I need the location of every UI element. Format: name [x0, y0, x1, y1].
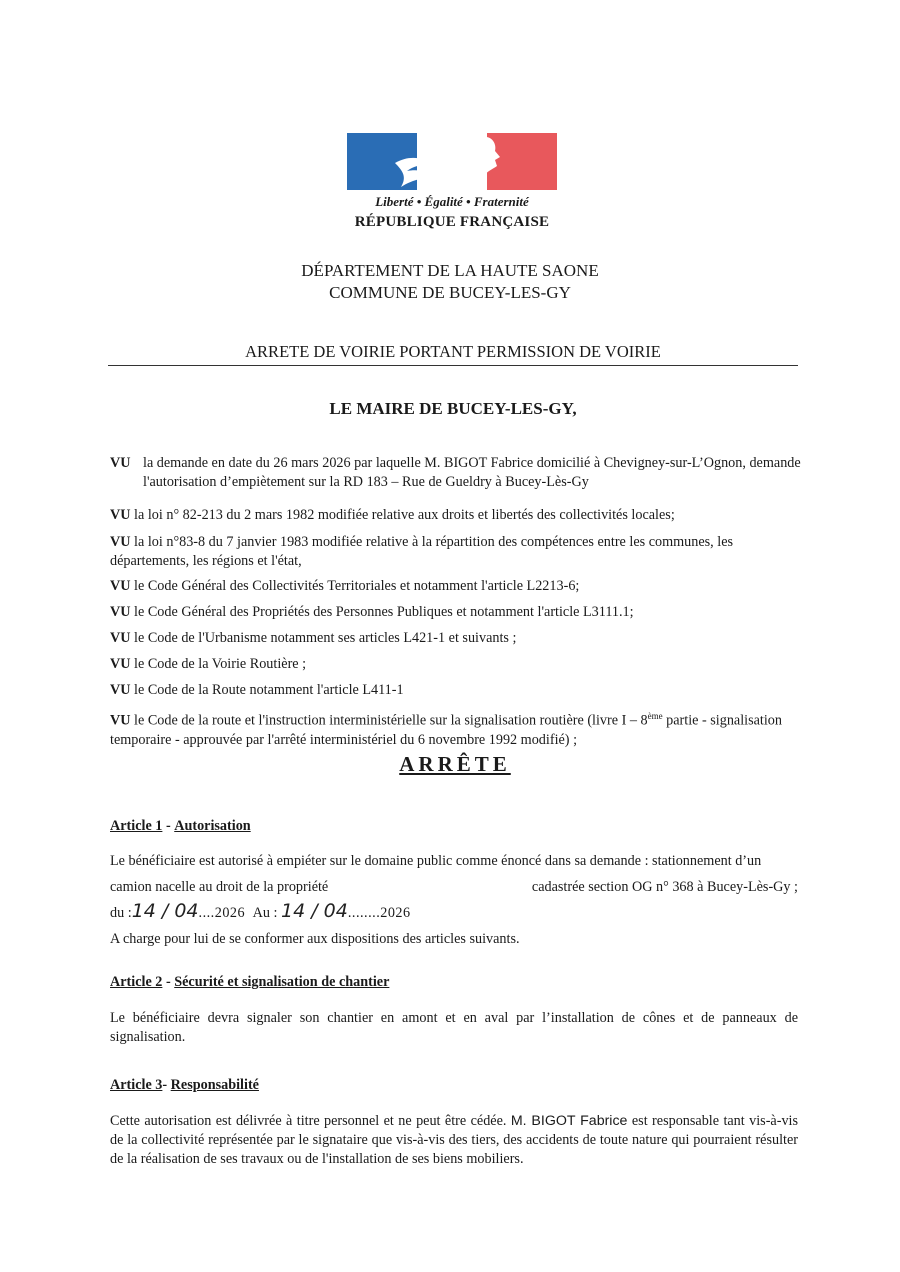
- article-number: Article 1: [110, 818, 163, 834]
- beneficiary-name: M. BIGOT Fabrice: [510, 1113, 628, 1129]
- arrete-heading: ARRÊTE: [399, 752, 511, 776]
- property-text: camion nacelle au droit de la propriété: [110, 879, 329, 895]
- considerant-text: le Code Général des Propriétés des Personnes Publiques et notamment l'article L3111.1;: [134, 604, 634, 620]
- mayor-heading: LE MAIRE DE BUCEY-LES-GY,: [329, 399, 577, 418]
- vu-keyword: VU: [110, 656, 131, 672]
- article-title: Autorisation: [174, 818, 251, 834]
- vu-keyword: VU: [110, 455, 131, 471]
- considerant-text: le Code de la Voirie Routière ;: [134, 656, 307, 672]
- article-1-heading: [110, 818, 251, 835]
- vu-keyword: VU: [110, 534, 131, 550]
- article-number: Article 3: [110, 1077, 163, 1093]
- article-1-line-1: Le bénéficiaire est autorisé à empiéter sur le domaine public comme énoncé dans sa demande : stationnement d’un: [110, 853, 762, 869]
- cadastral-text: cadastrée section OG n° 368 à Bucey-Lès-Gy ;: [531, 879, 798, 895]
- handwritten-end-date: 14 / 04: [281, 900, 348, 922]
- du-label: du :: [110, 905, 132, 921]
- considerant-2: [110, 506, 798, 525]
- article-title: Responsabilité: [170, 1077, 259, 1093]
- republic-motto: Liberté • Égalité • Fraternité: [375, 194, 529, 209]
- responsibility-text: est responsable tant vis-à-vis de la collectivité représentée par le signataire que vis-à-vis des tiers, des accidents de toute nature qui pourraient résulter de la réalisation de ses travaux ou de l'installation de ses biens mobiliers.: [110, 1113, 798, 1167]
- republic-name: RÉPUBLIQUE FRANÇAISE: [354, 214, 550, 230]
- considerant-text: le Code Général des Collectivités Territoriales et notamment l'article L2213-6;: [134, 578, 580, 594]
- considerant-7: [110, 655, 798, 674]
- article-1-line-2: [110, 878, 798, 897]
- article-1-dates: [110, 902, 798, 923]
- considerant-8: [110, 681, 798, 700]
- considerant-text: la loi n° 82-213 du 2 mars 1982 modifiée relative aux droits et libertés des collectivités locales;: [134, 507, 675, 523]
- article-separator: -: [162, 1077, 171, 1093]
- article-separator: -: [162, 974, 175, 990]
- article-3-text: [110, 1112, 798, 1169]
- end-year: ........2026: [347, 905, 411, 921]
- considerant-3: [110, 533, 798, 571]
- article-3-heading: [110, 1077, 259, 1094]
- article-1-line-4: A charge pour lui de se conformer aux dispositions des articles suivants.: [110, 931, 520, 947]
- commune-name: COMMUNE DE BUCEY-LES-GY: [329, 283, 571, 302]
- vu-keyword: VU: [110, 578, 131, 594]
- responsibility-text: Cette autorisation est délivrée à titre personnel et ne peut être cédée.: [110, 1113, 511, 1129]
- considerant-1: [110, 454, 831, 492]
- considerant-4: [110, 577, 798, 596]
- considerant-6: [110, 629, 798, 648]
- considerant-5: [110, 603, 798, 622]
- article-separator: -: [162, 818, 175, 834]
- au-label: Au :: [252, 905, 278, 921]
- vu-keyword: VU: [110, 507, 131, 523]
- considerant-text: la loi n°83-8 du 7 janvier 1983 modifiée relative à la répartition des compétences entre les communes, les départements, les régions et l'état,: [110, 534, 734, 569]
- vu-keyword: VU: [110, 712, 131, 729]
- considerant-text: partie - signalisation temporaire - approuvée par l'arrêté interministériel du 6 novembre 1992 modifié) ;: [110, 712, 782, 748]
- considerant-text: le Code de la Route notamment l'article L411-1: [134, 682, 404, 698]
- marianne-profile-icon: [387, 133, 517, 190]
- article-2-heading: [110, 974, 389, 991]
- start-year: ....2026: [198, 905, 246, 921]
- superscript: ème: [647, 711, 663, 721]
- considerant-text: le Code de la route et l'instruction interministérielle sur la signalisation routière (livre I – 8: [134, 712, 648, 729]
- vu-keyword: VU: [110, 630, 131, 646]
- vu-keyword: VU: [110, 682, 131, 698]
- document-title: ARRETE DE VOIRIE PORTANT PERMISSION DE VOIRIE: [108, 342, 798, 366]
- considerant-9: [110, 707, 798, 750]
- department-name: DÉPARTEMENT DE LA HAUTE SAONE: [301, 261, 599, 280]
- considerant-text: le Code de l'Urbanisme notamment ses articles L421-1 et suivants ;: [134, 630, 517, 646]
- handwritten-start-date: 14 / 04: [131, 900, 199, 922]
- vu-keyword: VU: [110, 604, 131, 620]
- considerant-text: la demande en date du 26 mars 2026 par laquelle M. BIGOT Fabrice domicilié à Chevigney-sur-L’Ognon, demande l'autorisation d’empiètement sur la RD 183 – Rue de Gueldry à Bucey-Lès-Gy: [143, 455, 801, 490]
- marianne-logo: [347, 133, 557, 190]
- article-number: Article 2: [110, 974, 163, 990]
- article-2-text: Le bénéficiaire devra signaler son chantier en amont et en aval par l’installation de cônes et de panneaux de signalisation.: [110, 1010, 798, 1045]
- article-title: Sécurité et signalisation de chantier: [174, 974, 390, 990]
